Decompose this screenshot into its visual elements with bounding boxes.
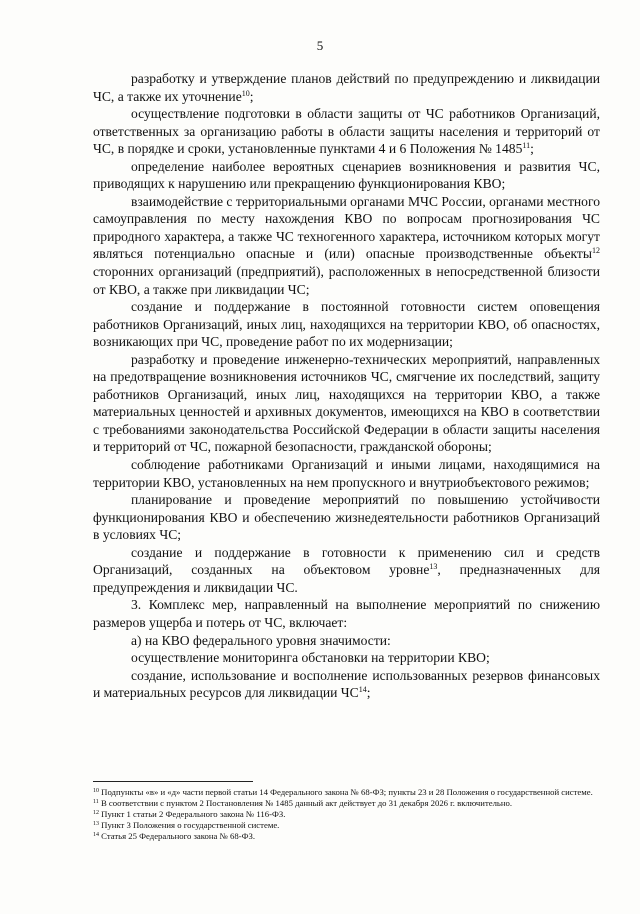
paragraph: соблюдение работниками Организаций и иными лицами, находящимися на территории КВО, установленных на нем пропускного и внутриобъектового режимов; <box>93 457 600 490</box>
body-text <box>93 70 600 702</box>
footnote-ref: 13 <box>429 562 438 572</box>
footnote: $^{14}$ Статья 25 Федерального закона № 68-ФЗ. <box>93 831 255 841</box>
paragraph: осуществление мониторинга обстановки на территории КВО; <box>131 650 490 666</box>
footnote-ref: 10 <box>241 88 250 98</box>
paragraph: создание и поддержание в готовности к применению сил и средств Организаций, созданных на объектовом уровне$^{13}$, предназначенных для предупреждения и ликвидации ЧС. <box>93 544 600 595</box>
paragraph: 3. Комплекс мер, направленный на выполнение мероприятий по снижению размеров ущерба и потерь от ЧС, включает: <box>93 597 600 630</box>
footnote-ref: 11 <box>522 141 531 151</box>
footnotes <box>93 787 600 842</box>
footnote-divider <box>93 781 253 782</box>
paragraph: разработку и проведение инженерно-технических мероприятий, направленных на предотвращение возникновения источников ЧС, смягчение их последствий, защиту работников Организаций, иных лиц, находящихся на территории КВО, а также материальных ценностей и архивных документов, имеющихся на КВО в соответствии с требованиями законодательства Российской Федерации в области защиты населения и территорий от ЧС, пожарной безопасности, гражданской обороны; <box>93 351 600 455</box>
footnote: $^{12}$ Пункт 1 статьи 2 Федерального закона № 116-ФЗ. <box>93 809 286 819</box>
footnote-ref: 12 <box>592 246 600 256</box>
paragraph: определение наиболее вероятных сценариев возникновения и развития ЧС, приводящих к нарушению или прекращению функционирования КВО; <box>93 158 600 192</box>
paragraph: разработку и утверждение планов действий по предупреждению и ликвидации ЧС, а также их уточнение$^{10}$; <box>93 71 600 104</box>
paragraph: создание, использование и восполнение использованных резервов финансовых и материальных ресурсов для ликвидации ЧС$^{14}$; <box>93 667 600 701</box>
paragraph: а) на КВО федерального уровня значимости: <box>131 632 391 648</box>
footnote: $^{10}$ Подпункты «в» и «д» части первой статьи 14 Федерального закона № 68-ФЗ; пункты 23 и 28 Положения о государственной системе. <box>93 787 593 797</box>
footnote: $^{11}$ В соответствии с пунктом 2 Постановления № 1485 данный акт действует до 31 декабря 2026 г. включительно. <box>93 798 513 808</box>
page-number: 5 <box>316 38 324 53</box>
paragraph: осуществление подготовки в области защиты от ЧС работников Организаций, ответственных за организацию работы в области защиты населения и территорий от ЧС, в порядке и сроки, установленные пунктами 4 и 6 Положения № 1485$^{11}$; <box>93 106 600 157</box>
paragraph: планирование и проведение мероприятий по повышению устойчивости функционирования КВО и обеспечению жизнедеятельности работников Организаций в условиях ЧС; <box>93 492 600 543</box>
footnote: $^{13}$ Пункт 3 Положения о государственной системе. <box>93 820 280 830</box>
paragraph: создание и поддержание в постоянной готовности систем оповещения работников Организаций, иных лиц, находящихся на территории КВО, об опасностях, возникающих при ЧС, проведение работ по их модернизации; <box>93 299 600 350</box>
footnote-ref: 14 <box>358 685 367 695</box>
paragraph: взаимодействие с территориальными органами МЧС России, органами местного самоуправления по месту нахождения КВО по вопросам прогнозирования ЧС природного характера, а также ЧС техногенного характера, источником которых могут являться потенциально опасные и (или) опасные производственные объекты$^{12}$ сторонних организаций (предприятий), расположенных в непосредственной близости от КВО, а также при ликвидации ЧС; <box>93 193 600 297</box>
